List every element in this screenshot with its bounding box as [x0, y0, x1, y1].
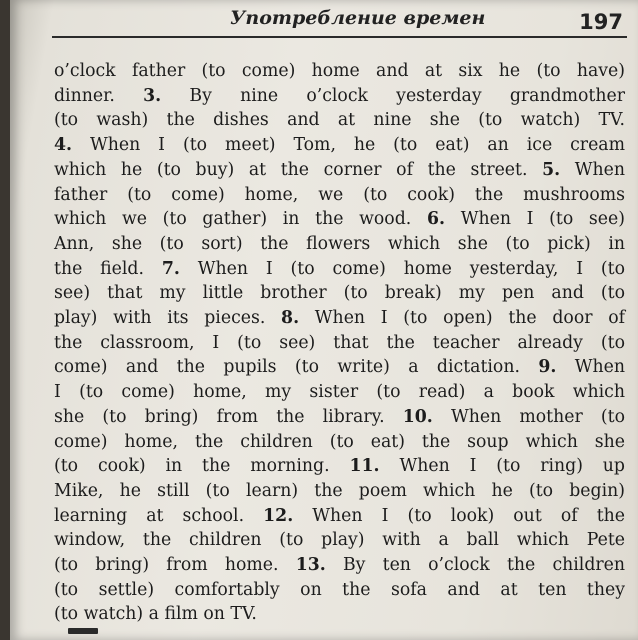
- text-line: [54, 355, 625, 380]
- exercise-number: 4.: [54, 135, 73, 156]
- text-line: [54, 602, 625, 627]
- exercise-number: 11.: [349, 456, 380, 477]
- text-line: [54, 553, 625, 578]
- text-segment: (to bring) from home.: [54, 555, 296, 576]
- next-page-text-fragment: [68, 628, 98, 634]
- text-segment: come) and the pupils (to write) a dictation.: [54, 357, 539, 378]
- text-line: [54, 133, 625, 158]
- running-header-title: Употребление времен: [230, 7, 486, 29]
- text-segment: When I (to see): [445, 209, 625, 230]
- text-segment: which we (to gather) in the wood.: [54, 209, 427, 230]
- book-page: [10, 0, 638, 640]
- text-segment: When I (to come) home yesterday, I (to: [179, 258, 625, 279]
- text-line: [54, 183, 625, 208]
- text-segment: dinner.: [54, 85, 144, 106]
- text-segment: she (to bring) from the library.: [54, 406, 403, 427]
- text-segment: see) that my little brother (to break) my pen and (to: [54, 283, 625, 304]
- text-line: [54, 281, 625, 306]
- text-segment: When I (to open) the door of: [299, 308, 626, 329]
- text-segment: father (to come) home, we (to cook) the mushrooms: [54, 184, 625, 205]
- text-line: [54, 84, 625, 109]
- text-line: [54, 528, 625, 553]
- text-segment: (to watch) a film on TV.: [54, 604, 257, 625]
- text-line: [54, 578, 625, 603]
- text-segment: come) home, the children (to eat) the soup which she: [54, 431, 625, 452]
- text-segment: When: [556, 357, 625, 378]
- page-number: 197: [579, 10, 623, 34]
- text-segment: By nine o’clock yesterday grandmother: [161, 85, 625, 106]
- text-line: [54, 380, 625, 405]
- text-segment: When I (to meet) Tom, he (to eat) an ice cream: [72, 135, 625, 156]
- text-segment: I (to come) home, my sister (to read) a book which: [54, 382, 625, 403]
- exercise-number: 7.: [161, 258, 180, 279]
- text-segment: When I (to ring) up: [379, 456, 625, 477]
- exercise-number: 6.: [426, 209, 446, 230]
- exercise-number: 12.: [263, 505, 294, 526]
- text-segment: When: [560, 159, 625, 180]
- text-line: [54, 331, 625, 356]
- text-line: [54, 158, 625, 183]
- text-segment: Ann, she (to sort) the flowers which she (to pick) in: [54, 233, 625, 254]
- text-line: [54, 207, 625, 232]
- text-segment: (to wash) the dishes and at nine she (to watch) TV.: [54, 110, 625, 131]
- exercise-number: 13.: [295, 555, 326, 576]
- text-line: [54, 504, 625, 529]
- text-segment: the classroom, I (to see) that the teacher already (to: [54, 332, 625, 353]
- text-line: [54, 454, 625, 479]
- text-segment: o’clock father (to come) home and at six he (to have): [54, 61, 625, 81]
- text-line: [54, 232, 625, 257]
- text-segment: By ten o’clock the children: [325, 555, 625, 576]
- text-segment: which he (to buy) at the corner of the street.: [54, 159, 543, 180]
- text-segment: learning at school.: [54, 505, 264, 526]
- exercise-number: 3.: [143, 85, 162, 106]
- text-segment: When I (to look) out of the: [293, 505, 626, 526]
- exercise-number: 9.: [538, 357, 557, 378]
- text-segment: window, the children (to play) with a ball which Pete: [54, 530, 625, 551]
- text-line: [54, 257, 625, 282]
- text-line: [54, 405, 625, 430]
- text-line: [54, 479, 625, 504]
- running-header: [52, 6, 627, 38]
- text-line: [54, 306, 625, 331]
- text-segment: the field.: [54, 258, 162, 279]
- text-segment: When mother (to: [432, 406, 625, 427]
- exercise-number: 5.: [542, 159, 561, 180]
- text-segment: (to cook) in the morning.: [54, 456, 350, 477]
- exercise-number: 10.: [402, 406, 433, 427]
- text-segment: play) with its pieces.: [54, 308, 282, 329]
- text-segment: Mike, he still (to learn) the poem which he (to begin): [54, 480, 625, 501]
- text-line: [54, 59, 625, 84]
- exercise-text: [54, 59, 625, 627]
- exercise-number: 8.: [281, 308, 300, 329]
- text-line: [54, 430, 625, 455]
- text-line: [54, 108, 625, 133]
- text-segment: (to settle) comfortably on the sofa and at ten they: [54, 579, 625, 600]
